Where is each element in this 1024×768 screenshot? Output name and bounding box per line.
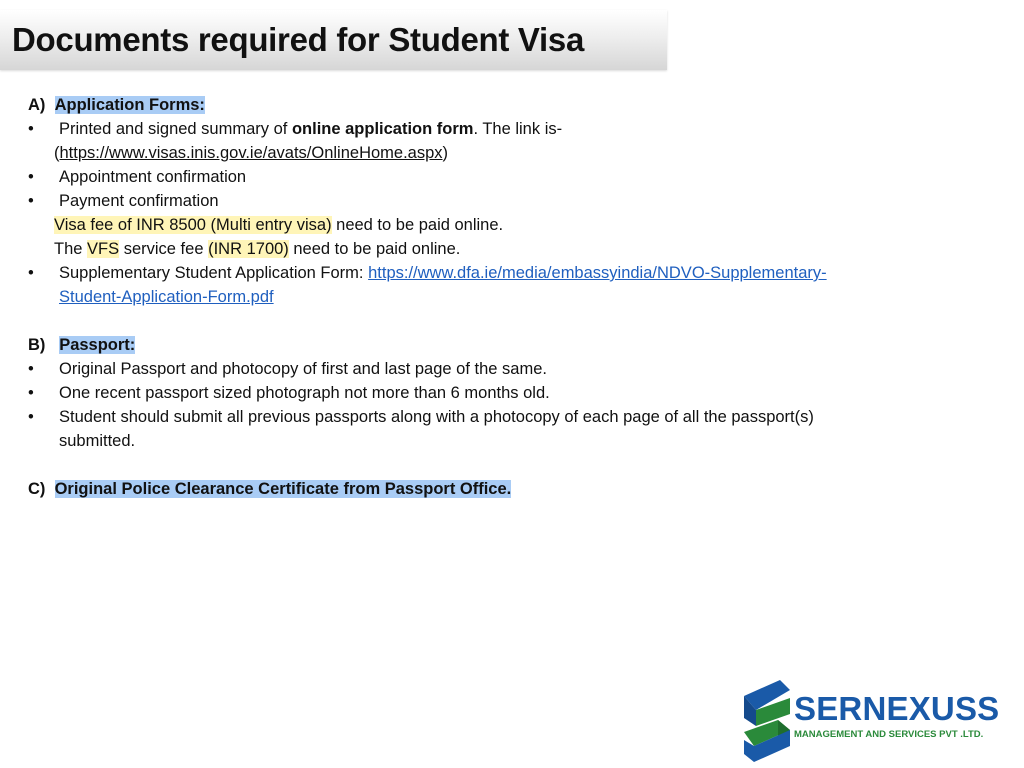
visa-application-link[interactable]: https://www.visas.inis.gov.ie/avats/OnlineHome.aspx [59,144,443,162]
bullet-icon: • [28,384,34,402]
section-letter: B) [28,336,46,354]
list-item [28,165,988,189]
logo-tagline: MANAGEMENT AND SERVICES PVT .LTD. [794,729,984,740]
list-item [28,381,988,405]
fee-line [28,237,988,261]
item-text: Original Passport and photocopy of first and last page of the same. [59,360,547,378]
document-body [28,93,988,501]
section-c-heading [28,477,988,501]
company-logo [742,680,1004,762]
bullet-icon: • [28,168,34,186]
section-letter: A) [28,96,46,114]
bullet-icon: • [28,264,34,282]
paren: ) [442,144,449,162]
vfs-fee-highlight: (INR 1700) [208,240,289,258]
item-text: Printed and signed summary of [59,120,292,138]
list-item [28,405,988,429]
list-item [28,117,988,141]
spacer [28,453,988,477]
list-item-continuation [28,285,988,309]
section-heading: Application Forms: [54,96,205,114]
section-b-heading [28,333,988,357]
list-item [28,189,988,213]
vfs-highlight: VFS [87,240,120,258]
item-text: . The link is- [473,120,563,138]
item-text: need to be paid online. [331,216,504,234]
fee-line [28,213,988,237]
paren: ( [54,144,60,162]
logo-mark-icon [742,680,792,762]
bullet-icon: • [28,360,34,378]
bullet-icon: • [28,408,34,426]
item-text: service fee [119,240,209,258]
list-item [28,261,988,285]
supplementary-form-link-cont[interactable]: Student-Application-Form.pdf [59,288,274,306]
logo-name: SERNEXUSS [794,690,1000,727]
item-text: One recent passport sized photograph not more than 6 months old. [59,384,550,402]
bullet-icon: • [28,120,34,138]
list-item-continuation [28,141,988,165]
item-text: need to be paid online. [288,240,461,258]
item-text: The [54,240,88,258]
item-text: Student should submit all previous passports along with a photocopy of each page of all the passport(s) [59,408,814,426]
visa-fee-highlight: Visa fee of INR 8500 (Multi entry visa) [54,216,332,234]
section-letter: C) [28,480,46,498]
item-text: Appointment confirmation [59,168,247,186]
section-a-heading [28,93,988,117]
page-title: Documents required for Student Visa [12,21,584,58]
list-item [28,357,988,381]
spacer [28,309,988,333]
section-heading: Passport: [59,336,136,354]
list-item-continuation [28,429,988,453]
item-bold-text: online application form [291,120,474,138]
supplementary-form-link[interactable]: https://www.dfa.ie/media/embassyindia/NDVO-Supplementary- [368,264,827,282]
item-text: Supplementary Student Application Form: [59,264,369,282]
item-text: Payment confirmation [59,192,219,210]
bullet-icon: • [28,192,34,210]
section-heading: Original Police Clearance Certificate from Passport Office. [54,480,512,498]
title-bar [0,10,667,70]
item-text: submitted. [59,432,136,450]
